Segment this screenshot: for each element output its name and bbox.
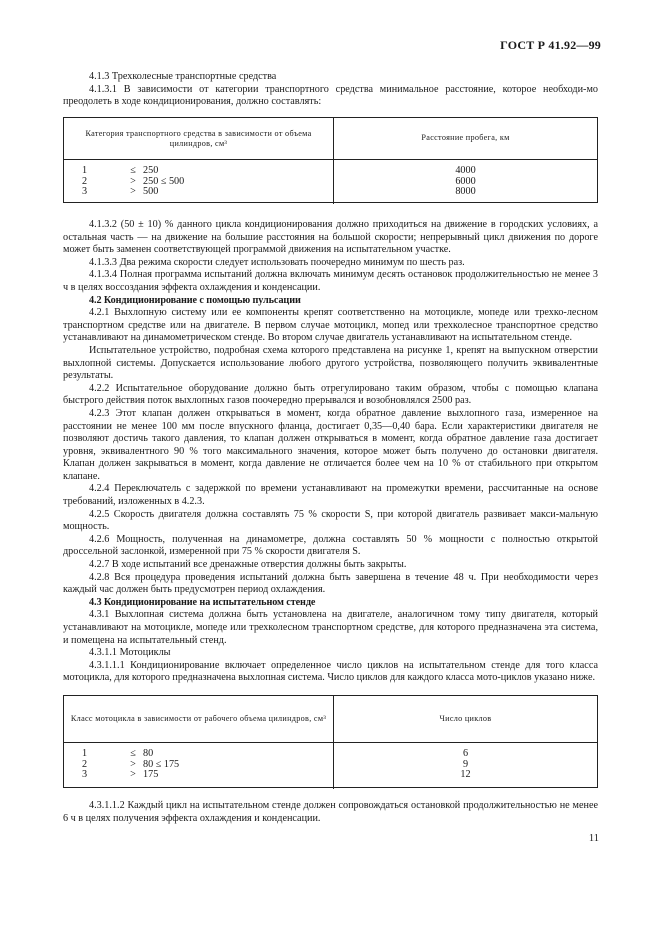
row-volume: 175	[143, 769, 159, 781]
text-block-1	[63, 71, 598, 109]
row-number: 3	[82, 186, 88, 198]
row-operator: ≤	[130, 165, 136, 176]
distance-table	[63, 117, 598, 203]
text-block-3	[63, 800, 598, 825]
row-operator: ≤	[130, 748, 136, 759]
cycles-value: 9	[462, 758, 469, 770]
paragraph-4-2-5: 4.2.5 Скорость двигателя должна составлять 75 % скорости S, при которой двигатель развивает макси-мальную мощность.	[63, 508, 598, 533]
paragraph-4-2-3: 4.2.3 Этот клапан должен открываться в момент, когда обратное давление выхлопного газа, измеренное на расстоянии не менее 100 мм после впускного фланца, достигает 0,35—0,40 бара. Если характеристики двигателя не позволяют достичь такого давления, то клапан должен открываться в момент, когда обратное давление газа достигает уровня, эквивалентного 90 % того максимального значения, которое может быть получено до остановки двигателя. Клапан должен закрываться в момент, когда давление не отличается более чем на 10 % от стабильного при открытом клапане.	[63, 407, 598, 482]
paragraph-4-1-3-4: 4.1.3.4 Полная программа испытаний должна включать минимум десять остановок продолжительностью не менее 3 ч в целях воссоздания эффекта охлаждения и конденсации.	[63, 269, 598, 293]
paragraph-4-1-3: 4.1.3 Трехколесные транспортные средства	[89, 71, 277, 82]
category-column-header: Категория транспортного средства в зависимости от объема цилиндров, см³	[64, 118, 334, 159]
row-operator: >	[130, 186, 136, 198]
paragraph-4-2-8: 4.2.8 Вся процедура проведения испытаний должна быть завершена в течение 48 ч. При необходимости через каждый час должен быть предусмотрен период охлаждения.	[63, 571, 598, 596]
section-heading-4-3: 4.3 Кондиционирование на испытательном стенде	[89, 596, 316, 608]
row-operator: >	[130, 175, 136, 187]
distance-cells	[334, 160, 597, 204]
cycles-table	[63, 695, 598, 788]
table-row	[64, 770, 333, 781]
distance-table-header	[64, 118, 597, 160]
paragraph-4-1-3-3: 4.1.3.3 Два режима скорости следует использовать поочередно минимум по шесть раз.	[89, 256, 465, 268]
paragraph-test-device: Испытательное устройство, подробная схема которого представлена на рисунке 1, крепят на выпускном отверстии выхлопной системы. Допускается использование любого другого устройства, позволяющего получить эквивалентные результаты.	[63, 344, 598, 382]
paragraph-4-2-6: 4.2.6 Мощность, полученная на динамометре, должна составлять 50 % мощности с полностью открытой дроссельной заслонкой, измеренной при 75 % скорости двигателя S.	[63, 533, 598, 558]
class-column-header: Класс мотоцикла в зависимости от рабочего объема цилиндров, см³	[64, 696, 334, 742]
table-row	[64, 166, 333, 177]
paragraph-4-1-3-2: 4.1.3.2 (50 ± 10) % данного цикла кондиционирования должно приходиться на движение в городских условиях, а остальная часть — на движение на большие расстояния на большой скорости; непрерывный цикл движения по дороге может быть заменен соответствующей программой движения на испытательном участке.	[63, 219, 598, 256]
row-number: 1	[82, 165, 88, 176]
class-cells	[64, 743, 334, 789]
row-operator: >	[130, 769, 136, 781]
paragraph-4-2-4: 4.2.4 Переключатель с задержкой по времени устанавливают на промежутки времени, рассчитанные на основе требований, изложенных в 4.2.3.	[63, 483, 598, 508]
table-row	[64, 187, 333, 198]
paragraph-4-2-7: 4.2.7 В ходе испытаний все дренажные отверстия должны быть закрыты.	[89, 559, 407, 571]
row-number: 3	[82, 769, 88, 781]
paragraph-4-3-1-1: 4.3.1.1 Мотоциклы	[89, 647, 171, 659]
row-number: 1	[82, 748, 88, 759]
distance-value: 8000	[455, 186, 476, 198]
distance-value: 6000	[455, 175, 476, 187]
row-number: 2	[82, 175, 88, 187]
row-number: 2	[82, 758, 88, 770]
paragraph-4-2-1: 4.2.1 Выхлопную систему или ее компоненты крепят соответственно на мотоцикле, мопеде или трехко-лесном транспортном средстве или на двигателе. В первом случае мотоцикл, мопед или трехколесное транспортное средство устанавливают на динамометрическом стенде. Во втором случае двигатель устанавливают на испытательном стенде.	[63, 307, 598, 344]
row-volume: 80	[143, 748, 154, 759]
section-heading-4-2: 4.2 Кондиционирование с помощью пульсации	[89, 294, 301, 306]
cycles-table-body	[64, 743, 597, 789]
distance-value: 4000	[455, 165, 476, 176]
row-operator: >	[130, 758, 136, 770]
cycles-value: 12	[460, 769, 471, 781]
row-volume: 80 ≤ 175	[143, 758, 180, 770]
distance-column-header: Расстояние пробега, км	[421, 133, 510, 143]
paragraph-4-3-1-1-2: 4.3.1.1.2 Каждый цикл на испытательном стенде должен сопровождаться остановкой продолжительностью не менее 6 ч в целях получения эффекта охлаждения и конденсации.	[63, 800, 598, 824]
text-block-2	[63, 219, 598, 685]
category-cells	[64, 160, 334, 204]
row-volume: 500	[143, 186, 159, 198]
cycles-column-header: Число циклов	[439, 713, 492, 723]
paragraph-4-3-1-1-1: 4.3.1.1.1 Кондиционирование включает определенное число циклов на испытательном стенде для того класса мотоцикла, для которого предназначена выхлопная система. Число циклов для каждого класса мото-циклов указано ниже.	[63, 659, 598, 684]
standard-header: ГОСТ Р 41.92—99	[500, 38, 601, 52]
page-number: 11	[588, 833, 599, 844]
cycles-value: 6	[462, 748, 469, 759]
table-row	[64, 177, 333, 188]
cycles-cells	[334, 743, 597, 789]
row-volume: 250 ≤ 500	[143, 175, 185, 187]
row-volume: 250	[143, 165, 159, 176]
table-row	[64, 749, 333, 760]
paragraph-4-1-3-1: 4.1.3.1 В зависимости от категории транспортного средства минимальное расстояние, которое необходи-мо преодолеть в ходе кондиционирования, должно составлять:	[63, 83, 598, 108]
cycles-table-header	[64, 696, 597, 743]
table-row	[64, 760, 333, 771]
paragraph-4-3-1: 4.3.1 Выхлопная система должна быть установлена на двигателе, аналогичном тому типу двигателя, который устанавливают на мотоцикле, мопеде или трехколесном транспортном средстве, для которого предназначена эта система, и помещена на испытательный стенд.	[63, 609, 598, 646]
distance-table-body	[64, 160, 597, 204]
paragraph-4-2-2: 4.2.2 Испытательное оборудование должно быть отрегулировано таким образом, чтобы с помощью клапана быстрого действия поток выхлопных газов поочередно прерывался и возобновлялся 2500 раз.	[63, 382, 598, 407]
